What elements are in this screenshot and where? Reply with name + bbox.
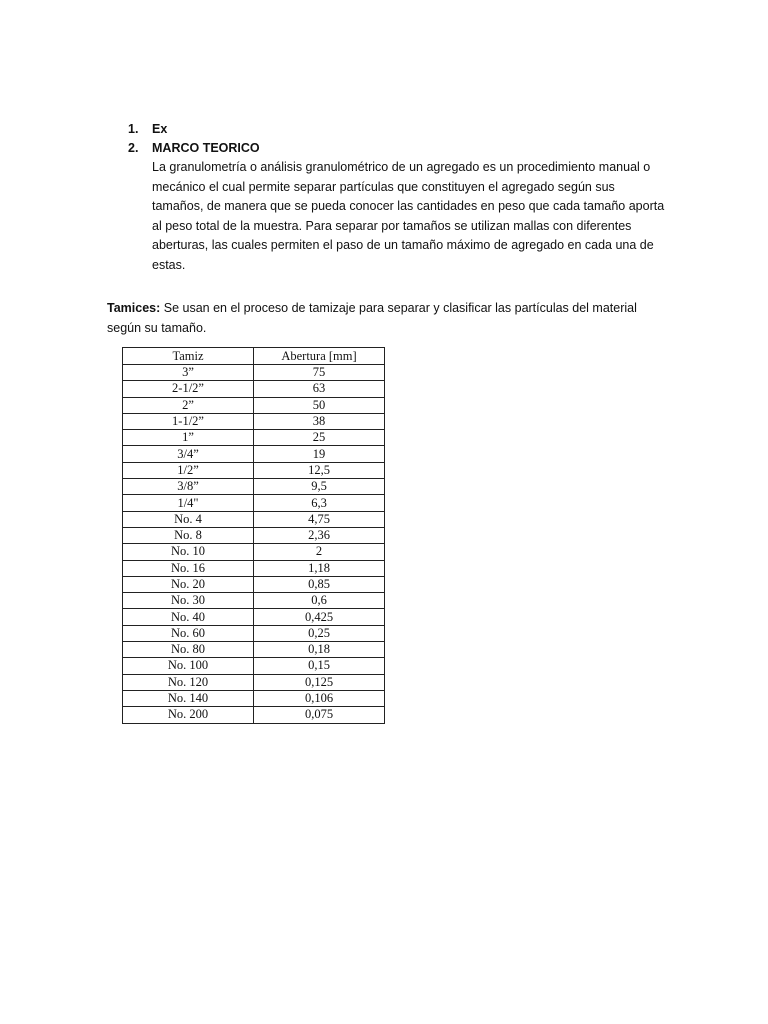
cell-tamiz: No. 20	[123, 576, 254, 592]
cell-tamiz: No. 8	[123, 527, 254, 543]
sieve-table	[122, 347, 385, 724]
cell-tamiz: 1/2”	[123, 462, 254, 478]
table-row	[123, 397, 385, 413]
table-row	[123, 674, 385, 690]
cell-tamiz: No. 30	[123, 593, 254, 609]
cell-abertura: 63	[254, 381, 385, 397]
outline-item-2	[128, 139, 668, 275]
cell-abertura: 1,18	[254, 560, 385, 576]
table-row	[123, 413, 385, 429]
outline-number: 1.	[128, 122, 139, 136]
outline-list	[128, 120, 668, 275]
tamices-label: Tamices:	[107, 301, 161, 315]
cell-tamiz: 1-1/2”	[123, 413, 254, 429]
cell-tamiz: No. 120	[123, 674, 254, 690]
cell-abertura: 0,15	[254, 658, 385, 674]
cell-abertura: 75	[254, 365, 385, 381]
cell-tamiz: No. 40	[123, 609, 254, 625]
cell-abertura: 0,425	[254, 609, 385, 625]
cell-abertura: 2	[254, 544, 385, 560]
cell-abertura: 0,25	[254, 625, 385, 641]
cell-abertura: 0,106	[254, 690, 385, 706]
table-row	[123, 576, 385, 592]
cell-abertura: 6,3	[254, 495, 385, 511]
cell-abertura: 0,6	[254, 593, 385, 609]
cell-tamiz: 1”	[123, 430, 254, 446]
column-header-abertura: Abertura [mm]	[254, 348, 385, 365]
cell-abertura: 0,85	[254, 576, 385, 592]
cell-abertura: 9,5	[254, 479, 385, 495]
table-row	[123, 593, 385, 609]
cell-tamiz: 2”	[123, 397, 254, 413]
cell-abertura: 12,5	[254, 462, 385, 478]
cell-abertura: 50	[254, 397, 385, 413]
table-row	[123, 658, 385, 674]
cell-tamiz: No. 140	[123, 690, 254, 706]
cell-tamiz: No. 10	[123, 544, 254, 560]
cell-abertura: 19	[254, 446, 385, 462]
outline-heading: Ex	[152, 122, 168, 136]
table-row	[123, 511, 385, 527]
section-heading-marco-teorico: MARCO TEORICO	[152, 141, 260, 155]
cell-tamiz: No. 16	[123, 560, 254, 576]
table-row	[123, 707, 385, 723]
cell-tamiz: No. 100	[123, 658, 254, 674]
cell-tamiz: 3/4”	[123, 446, 254, 462]
cell-tamiz: 2-1/2”	[123, 381, 254, 397]
column-header-tamiz: Tamiz	[123, 348, 254, 365]
cell-tamiz: No. 4	[123, 511, 254, 527]
table-row	[123, 462, 385, 478]
table-row	[123, 446, 385, 462]
cell-tamiz: No. 200	[123, 707, 254, 723]
tamices-text: Se usan en el proceso de tamizaje para separar y clasificar las partículas del material según su tamaño.	[107, 301, 637, 335]
cell-abertura: 38	[254, 413, 385, 429]
outline-item-1	[128, 120, 668, 139]
table-header-row	[123, 348, 385, 365]
cell-tamiz: No. 60	[123, 625, 254, 641]
table-row	[123, 495, 385, 511]
outline-number: 2.	[128, 141, 139, 155]
table-row	[123, 609, 385, 625]
cell-abertura: 4,75	[254, 511, 385, 527]
table-row	[123, 479, 385, 495]
table-row	[123, 625, 385, 641]
cell-tamiz: 3/8”	[123, 479, 254, 495]
cell-abertura: 0,075	[254, 707, 385, 723]
table-row	[123, 430, 385, 446]
cell-abertura: 2,36	[254, 527, 385, 543]
table-row	[123, 365, 385, 381]
table-row	[123, 527, 385, 543]
cell-abertura: 0,125	[254, 674, 385, 690]
table-row	[123, 381, 385, 397]
table-row	[123, 690, 385, 706]
cell-abertura: 25	[254, 430, 385, 446]
table-row	[123, 642, 385, 658]
cell-abertura: 0,18	[254, 642, 385, 658]
cell-tamiz: 3”	[123, 365, 254, 381]
table-row	[123, 544, 385, 560]
sieve-table-body	[123, 365, 385, 724]
marco-teorico-paragraph: La granulometría o análisis granulométrico de un agregado es un procedimiento manual o mecánico el cual permite separar partículas que constituyen el agregado según sus tamaños, de manera que se pueda conocer las cantidades en peso que cada tamaño aporta al peso total de la muestra. Para separar por tamaños se utilizan mallas con diferentes aberturas, las cuales permiten el paso de un tamaño máximo de agregado en cada una de estas.	[152, 160, 665, 272]
cell-tamiz: 1/4"	[123, 495, 254, 511]
tamices-paragraph	[107, 299, 667, 338]
cell-tamiz: No. 80	[123, 642, 254, 658]
table-row	[123, 560, 385, 576]
